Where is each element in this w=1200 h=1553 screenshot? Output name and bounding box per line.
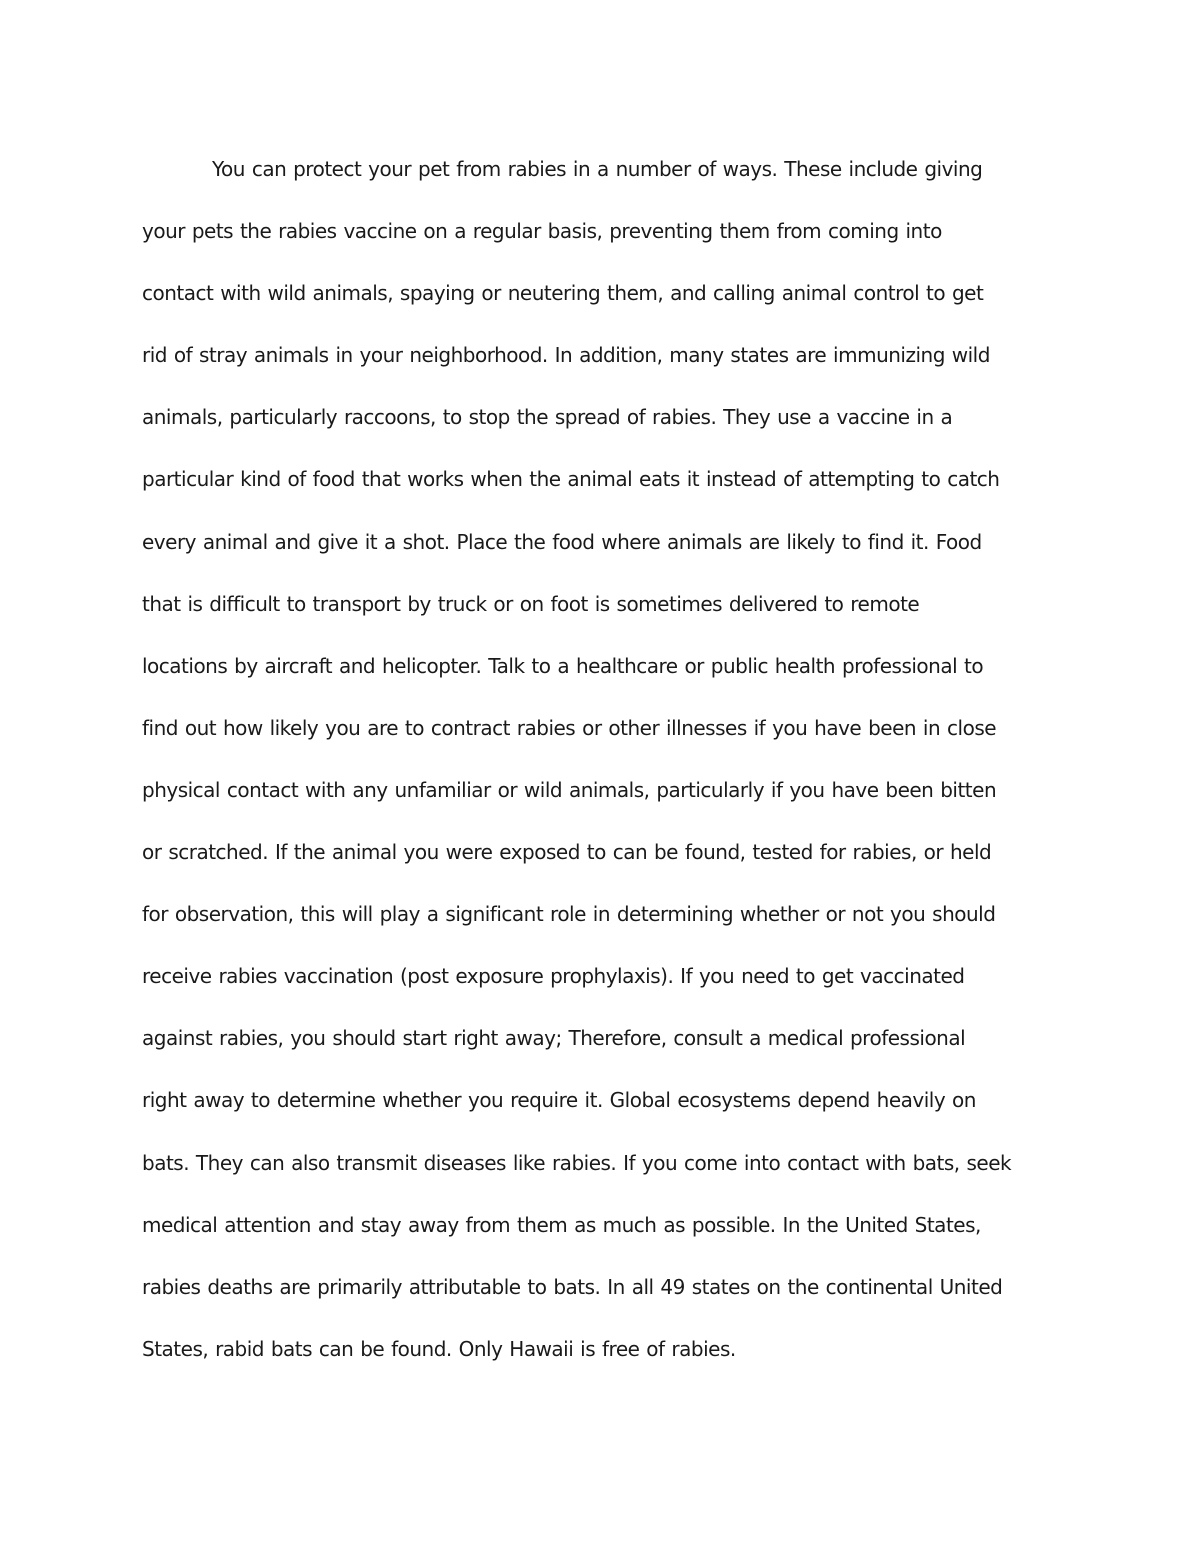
paragraph-line: rid of stray animals in your neighborhood. In addition, many states are immunizing wild: [142, 343, 990, 368]
paragraph-line: medical attention and stay away from them as much as possible. In the United States,: [142, 1212, 981, 1237]
paragraph-line: States, rabid bats can be found. Only Hawaii is free of rabies.: [142, 1336, 736, 1361]
paragraph-line: You can protect your pet from rabies in a number of ways. These include giving: [212, 157, 983, 181]
paragraph-line: rabies deaths are primarily attributable to bats. In all 49 states on the continental United: [142, 1274, 1003, 1299]
paragraph-line: every animal and give it a shot. Place the food where animals are likely to find it. Food: [142, 529, 982, 554]
paragraph-line: locations by aircraft and helicopter. Talk to a healthcare or public health professional to: [142, 653, 984, 678]
paragraph-line: bats. They can also transmit diseases like rabies. If you come into contact with bats, seek: [142, 1150, 1012, 1175]
paragraph-line: receive rabies vaccination (post exposure prophylaxis). If you need to get vaccinated: [142, 964, 965, 989]
paragraph-line: physical contact with any unfamiliar or wild animals, particularly if you have been bitten: [142, 777, 997, 802]
paragraph-line: for observation, this will play a significant role in determining whether or not you should: [142, 902, 996, 927]
paragraph-line: against rabies, you should start right away; Therefore, consult a medical professional: [142, 1026, 966, 1051]
paragraph-line: animals, particularly raccoons, to stop the spread of rabies. They use a vaccine in a: [142, 405, 953, 430]
paragraph-line: that is difficult to transport by truck or on foot is sometimes delivered to remote: [142, 591, 920, 616]
paragraph-line: find out how likely you are to contract rabies or other illnesses if you have been in close: [142, 715, 997, 740]
paragraph-line: your pets the rabies vaccine on a regular basis, preventing them from coming into: [142, 219, 942, 244]
paragraph-line: right away to determine whether you require it. Global ecosystems depend heavily on: [142, 1088, 976, 1113]
body-paragraph: [142, 138, 1062, 1380]
paragraph-line: particular kind of food that works when the animal eats it instead of attempting to catch: [142, 467, 1000, 492]
paragraph-line: or scratched. If the animal you were exposed to can be found, tested for rabies, or held: [142, 840, 992, 865]
paragraph-line: contact with wild animals, spaying or neutering them, and calling animal control to get: [142, 281, 984, 306]
